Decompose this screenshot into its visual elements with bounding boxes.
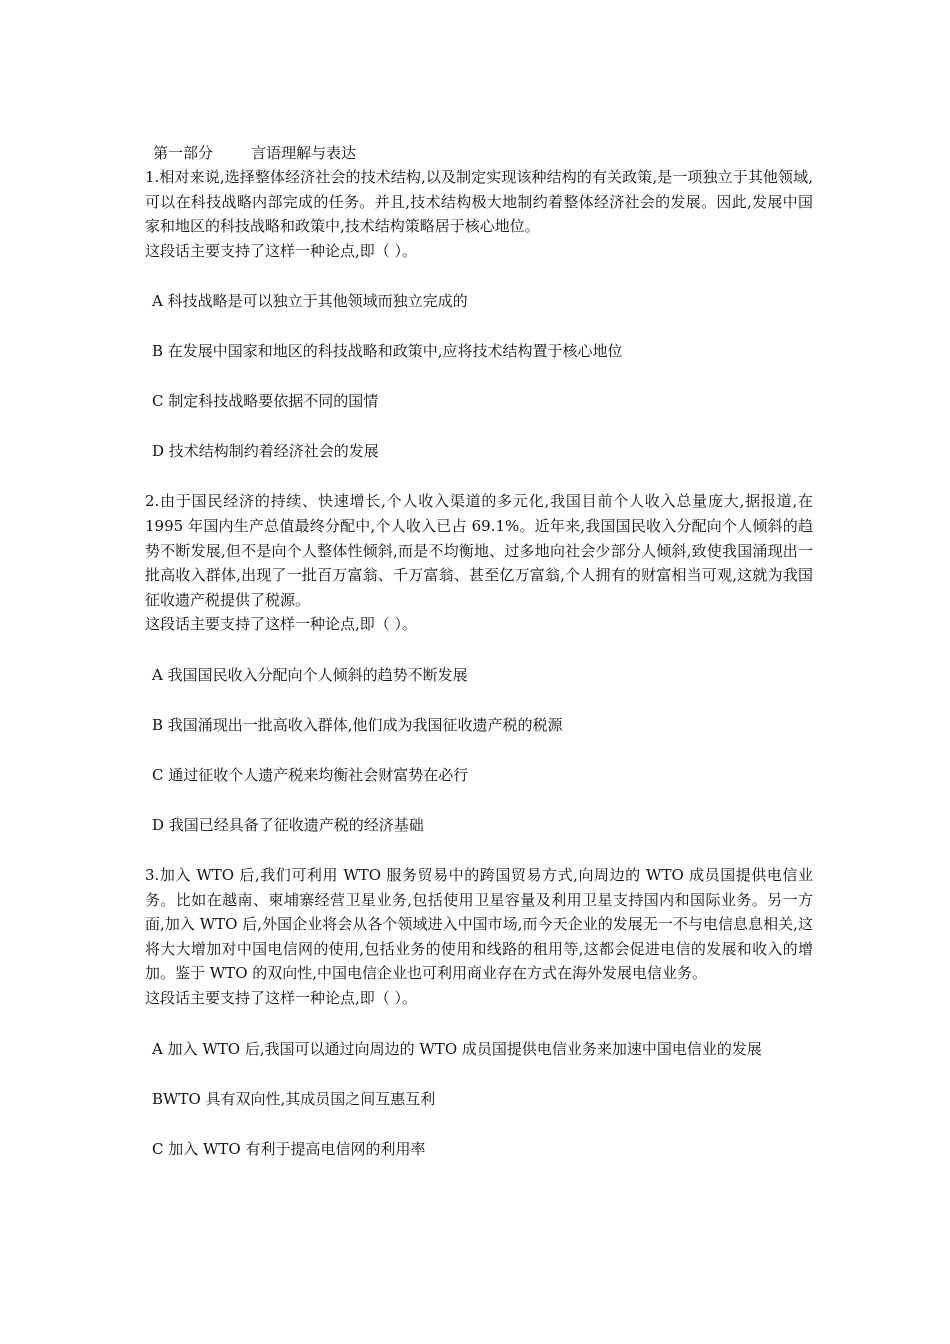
question-3-option-b: BWTO 具有双向性,其成员国之间互惠互利 <box>152 1089 436 1108</box>
question-2-stem: 2.由于国民经济的持续、快速增长,个人收入渠道的多元化,我国目前个人收入总量庞大,据报道,在 1995 年国内生产总值最终分配中,个人收入已占 69.1%。近年来,我国国民收入分配向个人倾斜的趋势不断发展,但不是向个人整体性倾斜,而是不均衡地、过多地向社会少部分人倾斜,致使我国涌现出一批高收入群体,出现了一批百万富翁、千万富翁、甚至亿万富翁,个人拥有的财富相当可观,这就为我国征收遗产税提供了税源。 <box>145 492 813 609</box>
question-1-options <box>145 289 813 463</box>
question-1-option-b: B 在发展中国家和地区的科技战略和政策中,应将技术结构置于核心地位 <box>152 342 623 361</box>
question-2-prompt: 这段话主要支持了这样一种论点,即（ ）。 <box>145 615 418 634</box>
question-3-option-c: C 加入 WTO 有利于提高电信网的利用率 <box>152 1139 426 1158</box>
question-3-options <box>145 1037 813 1161</box>
question-1-stem: 1.相对来说,选择整体经济社会的技术结构,以及制定实现该种结构的有关政策,是一项独立于其他领域,可以在科技战略内部完成的任务。并且,技术结构极大地制约着整体经济社会的发展。因此,发展中国家和地区的科技战略和政策中,技术结构策略居于核心地位。 <box>145 168 813 236</box>
question-1-prompt: 这段话主要支持了这样一种论点,即（ ）。 <box>145 241 418 260</box>
question-2-option-a: A 我国国民收入分配向个人倾斜的趋势不断发展 <box>152 665 468 684</box>
question-2-option-b: B 我国涌现出一批高收入群体,他们成为我国征收遗产税的税源 <box>152 715 563 734</box>
question-1-option-d: D 技术结构制约着经济社会的发展 <box>152 442 379 461</box>
question-2-option-d: D 我国已经具备了征收遗产税的经济基础 <box>152 815 424 834</box>
question-2-option-c: C 通过征收个人遗产税来均衡社会财富势在必行 <box>152 765 469 784</box>
question-3 <box>145 863 813 1161</box>
question-2-options <box>145 663 813 837</box>
question-3-prompt: 这段话主要支持了这样一种论点,即（ ）。 <box>145 988 418 1007</box>
question-1-option-c: C 制定科技战略要依据不同的国情 <box>152 392 379 411</box>
question-3-option-a: A 加入 WTO 后,我国可以通过向周边的 WTO 成员国提供电信业务来加速中国电信业的发展 <box>152 1039 762 1058</box>
document-content <box>145 141 813 1161</box>
question-1-option-a: A 科技战略是可以独立于其他领域而独立完成的 <box>152 292 468 311</box>
question-3-stem: 3.加入 WTO 后,我们可利用 WTO 服务贸易中的跨国贸易方式,向周边的 WTO 成员国提供电信业务。比如在越南、柬埔寨经营卫星业务,包括使用卫星容量及利用卫星支持国内和国际业务。另一方面,加入 WTO 后,外国企业将会从各个领域进入中国市场,而今天企业的发展无一不与电信息息相关,这将大大增加对中国电信网的使用,包括业务的使用和线路的租用等,这都会促进电信的发展和收入的增加。鉴于 WTO 的双向性,中国电信企业也可利用商业存在方式在海外发展电信业务。 <box>145 865 813 983</box>
question-2 <box>145 489 813 837</box>
question-1 <box>145 165 813 463</box>
section-title: 第一部分 言语理解与表达 <box>153 144 357 162</box>
